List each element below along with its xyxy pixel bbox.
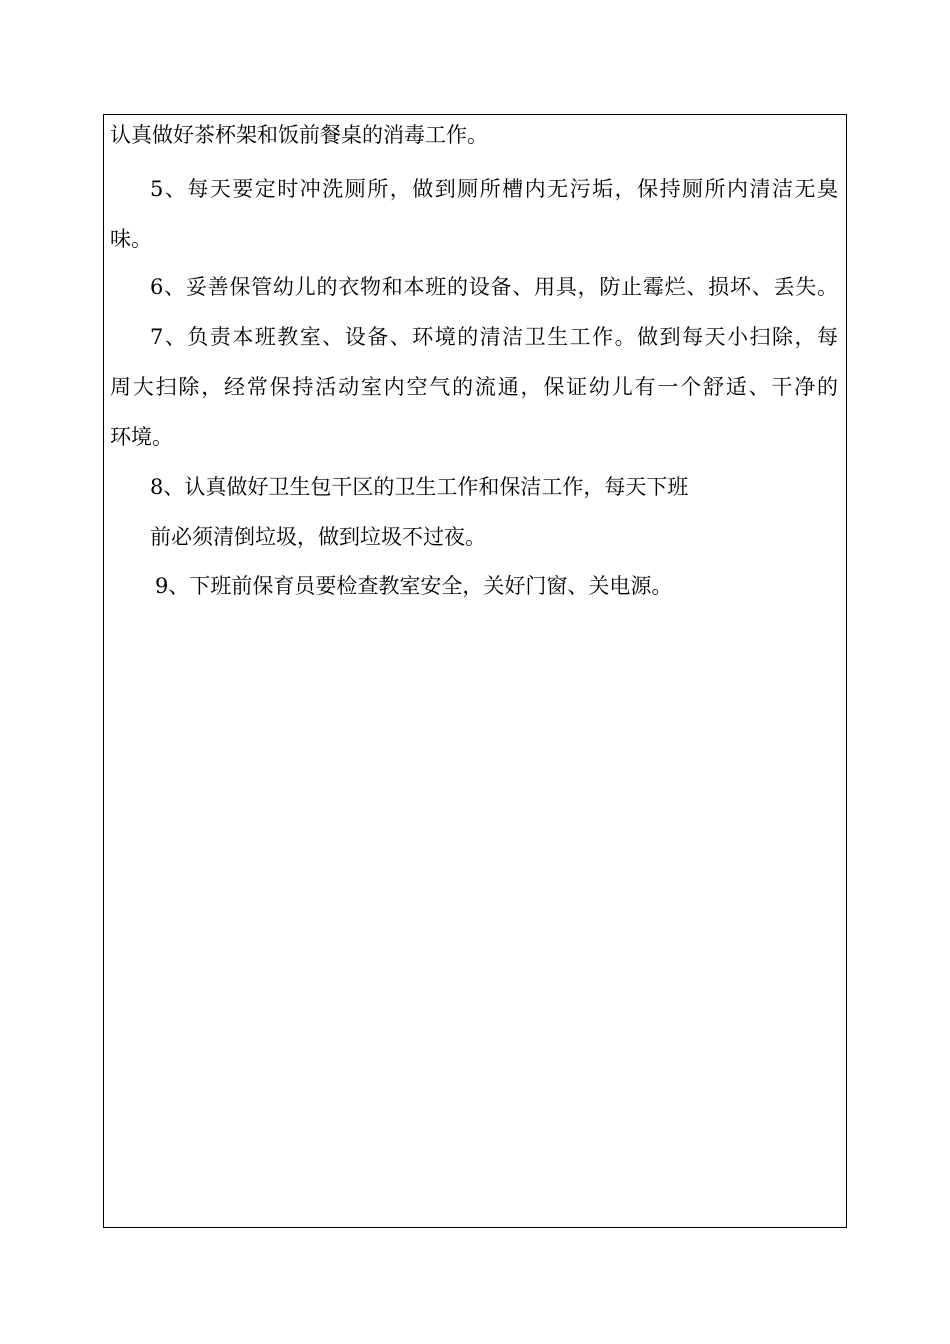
text-line-item-8: 8、认真做好卫生包干区的卫生工作和保洁工作，每天下班 <box>150 475 689 499</box>
text-line-item-7: 7、负责本班教室、设备、环境的清洁卫生工作。做到每天小扫除，每 <box>150 325 838 349</box>
text-line-item-5-continued: 味。 <box>110 227 152 251</box>
text-line-item-7-continued: 周大扫除，经常保持活动室内空气的流通，保证幼儿有一个舒适、干净的 <box>110 375 838 399</box>
text-line-item-6: 6、妥善保管幼儿的衣物和本班的设备、用具，防止霉烂、损坏、丢失。 <box>150 275 838 299</box>
text-line-item-7-end: 环境。 <box>110 425 173 449</box>
text-line-1: 认真做好茶杯架和饭前餐桌的消毒工作。 <box>110 123 488 147</box>
text-line-item-9: 9、下班前保育员要检查教室安全，关好门窗、关电源。 <box>155 574 673 598</box>
text-line-item-8-continued: 前必须清倒垃圾，做到垃圾不过夜。 <box>150 525 486 549</box>
text-line-item-5: 5、每天要定时冲洗厕所，做到厕所槽内无污垢，保持厕所内清洁无臭 <box>150 177 838 201</box>
